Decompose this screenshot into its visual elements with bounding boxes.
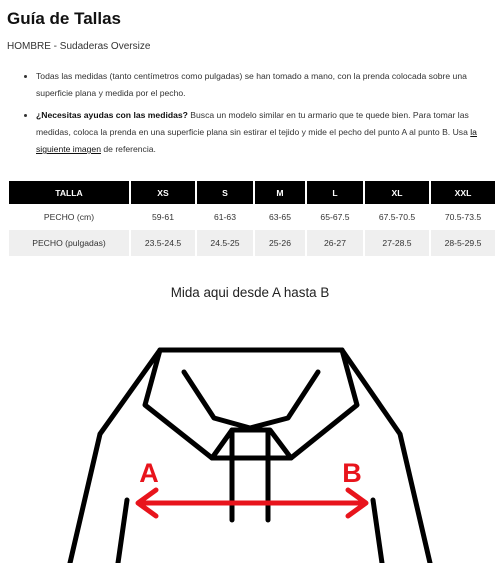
table-cell: 63-65: [269, 212, 291, 222]
header-size-xxl: XXL: [431, 181, 495, 204]
table-cell: 27-28.5: [365, 230, 429, 256]
note-help-end: de referencia.: [100, 144, 156, 154]
header-size-m: M: [255, 181, 305, 204]
row-label-chest-cm: PECHO (cm): [43, 212, 95, 222]
table-row: [9, 230, 495, 256]
page-title: Guía de Tallas: [7, 9, 122, 28]
measurement-arrow: [138, 490, 366, 516]
hoodie-measurement-diagram: [0, 330, 500, 563]
point-a-label: A: [139, 458, 159, 488]
table-cell: 23.5-24.5: [131, 230, 195, 256]
table-cell: 28-5-29.5: [431, 230, 495, 256]
header-size-xs: XS: [131, 181, 195, 204]
reference-image-link[interactable]: la siguiente imagen: [36, 127, 477, 154]
header-talla: TALLA: [9, 181, 129, 204]
sleeve-seam-left: [118, 500, 127, 563]
note-help-text: Busca un modelo similar en tu armario que te quede bien. Para tomar las medidas, coloca la prenda en una superficie plana sin estirar el tejido y mide el pecho del punto A al punto B. Usa: [36, 110, 471, 137]
table-cell: 61-63: [214, 212, 236, 222]
hood-inner-outline: [145, 350, 357, 458]
hoodie-right-body-outline: [342, 350, 430, 563]
note-item-measured-by-hand: [36, 68, 500, 102]
sleeve-seam-right: [373, 500, 382, 563]
note-item-help: [36, 107, 500, 158]
diagram-caption: Mida aqui desde A hasta B: [170, 285, 330, 300]
row-label-chest-inches: PECHO (pulgadas): [9, 230, 129, 256]
table-cell: 25-26: [255, 230, 305, 256]
hoodie-left-body-outline: [70, 350, 160, 563]
point-b-label: B: [342, 458, 362, 488]
measurement-notes: [24, 68, 500, 163]
table-cell: 70.5-73.5: [444, 212, 482, 222]
table-cell: 65-67.5: [320, 212, 350, 222]
header-size-l: L: [307, 181, 363, 204]
collar-outline: [212, 430, 291, 458]
page-subtitle: HOMBRE - Sudaderas Oversize: [7, 41, 151, 52]
table-cell: 24.5-25: [197, 230, 253, 256]
note-help-heading: ¿Necesitas ayudas con las medidas?: [36, 110, 188, 120]
table-cell: 59-61: [152, 212, 174, 222]
hood-opening-outline: [184, 372, 318, 428]
table-header-row: [9, 181, 495, 204]
header-size-xl: XL: [365, 181, 429, 204]
table-cell: 26-27: [307, 230, 363, 256]
table-row: [9, 204, 495, 230]
header-size-s: S: [197, 181, 253, 204]
size-chart-table: [7, 181, 497, 256]
table-cell: 67.5-70.5: [378, 212, 416, 222]
hoodie-outline: [70, 350, 430, 563]
note-text: Todas las medidas (tanto centímetros como pulgadas) se han tomado a mano, con la prenda colocada sobre una superficie plana y medida por el pecho.: [36, 71, 467, 98]
